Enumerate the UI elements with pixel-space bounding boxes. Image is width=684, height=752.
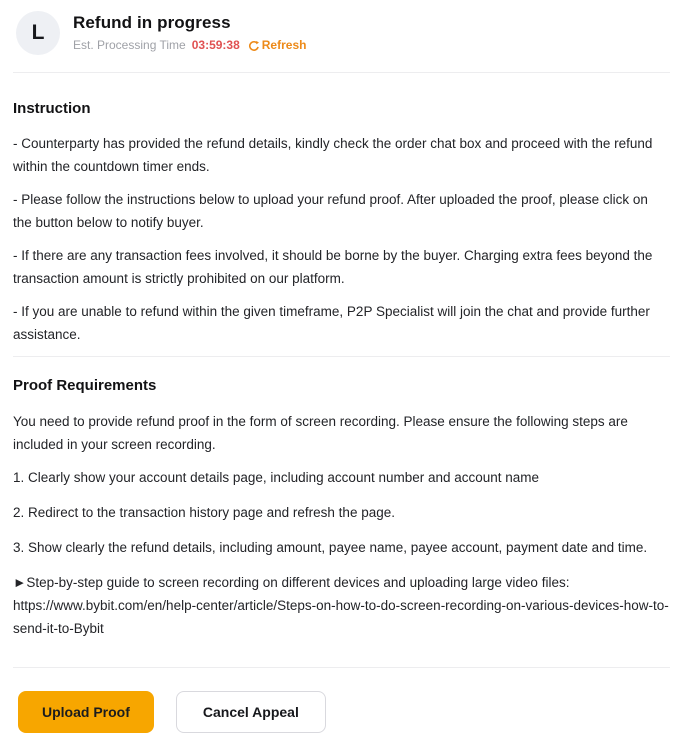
proof-step: 1. Clearly show your account details page, including account number and account name xyxy=(13,470,540,485)
action-buttons xyxy=(13,691,670,733)
guide-paragraph xyxy=(13,571,670,640)
proof-intro: You need to provide refund proof in the form of screen recording. Please ensure the following steps are included in your screen recording. xyxy=(13,414,628,452)
cancel-appeal-button[interactable]: Cancel Appeal xyxy=(176,691,326,733)
divider xyxy=(13,356,670,357)
clock-icon xyxy=(16,11,60,55)
header-text xyxy=(73,11,306,53)
processing-time-label: Est. Processing Time xyxy=(73,38,186,52)
clock-hands-glyph: L xyxy=(31,21,45,44)
divider xyxy=(13,667,670,668)
instruction-heading: Instruction xyxy=(13,100,91,117)
refresh-icon[interactable] xyxy=(248,40,260,52)
page-title: Refund in progress xyxy=(73,13,231,32)
refresh-label[interactable]: Refresh xyxy=(261,38,307,52)
header xyxy=(13,11,670,55)
upload-proof-button[interactable]: Upload Proof xyxy=(18,691,154,733)
proof-requirements-heading: Proof Requirements xyxy=(13,377,157,394)
instruction-paragraph: - Counterparty has provided the refund details, kindly check the order chat box and proceed with the refund within the countdown timer ends. xyxy=(13,136,653,174)
processing-time-row xyxy=(73,38,306,53)
guide-url: https://www.bybit.com/en/help-center/article/Steps-on-how-to-do-screen-recording-on-various-devices-how-to-send-it-to-Bybit xyxy=(13,598,669,636)
proof-step: 2. Redirect to the transaction history page and refresh the page. xyxy=(13,505,395,520)
refresh-button[interactable] xyxy=(248,38,307,53)
instruction-paragraph: - Please follow the instructions below to upload your refund proof. After uploaded the proof, please click on the button below to notify buyer. xyxy=(13,192,648,230)
countdown-timer: 03:59:38 xyxy=(191,38,240,52)
instruction-paragraph: - If you are unable to refund within the given timeframe, P2P Specialist will join the chat and provide further assistance. xyxy=(13,304,650,342)
instruction-paragraph: - If there are any transaction fees involved, it should be borne by the buyer. Charging extra fees beyond the transaction amount is strictly prohibited on our platform. xyxy=(13,248,653,286)
guide-text: ►Step-by-step guide to screen recording on different devices and uploading large video files: xyxy=(13,575,570,590)
proof-step: 3. Show clearly the refund details, including amount, payee name, payee account, payment date and time. xyxy=(13,540,648,555)
divider xyxy=(13,72,670,73)
